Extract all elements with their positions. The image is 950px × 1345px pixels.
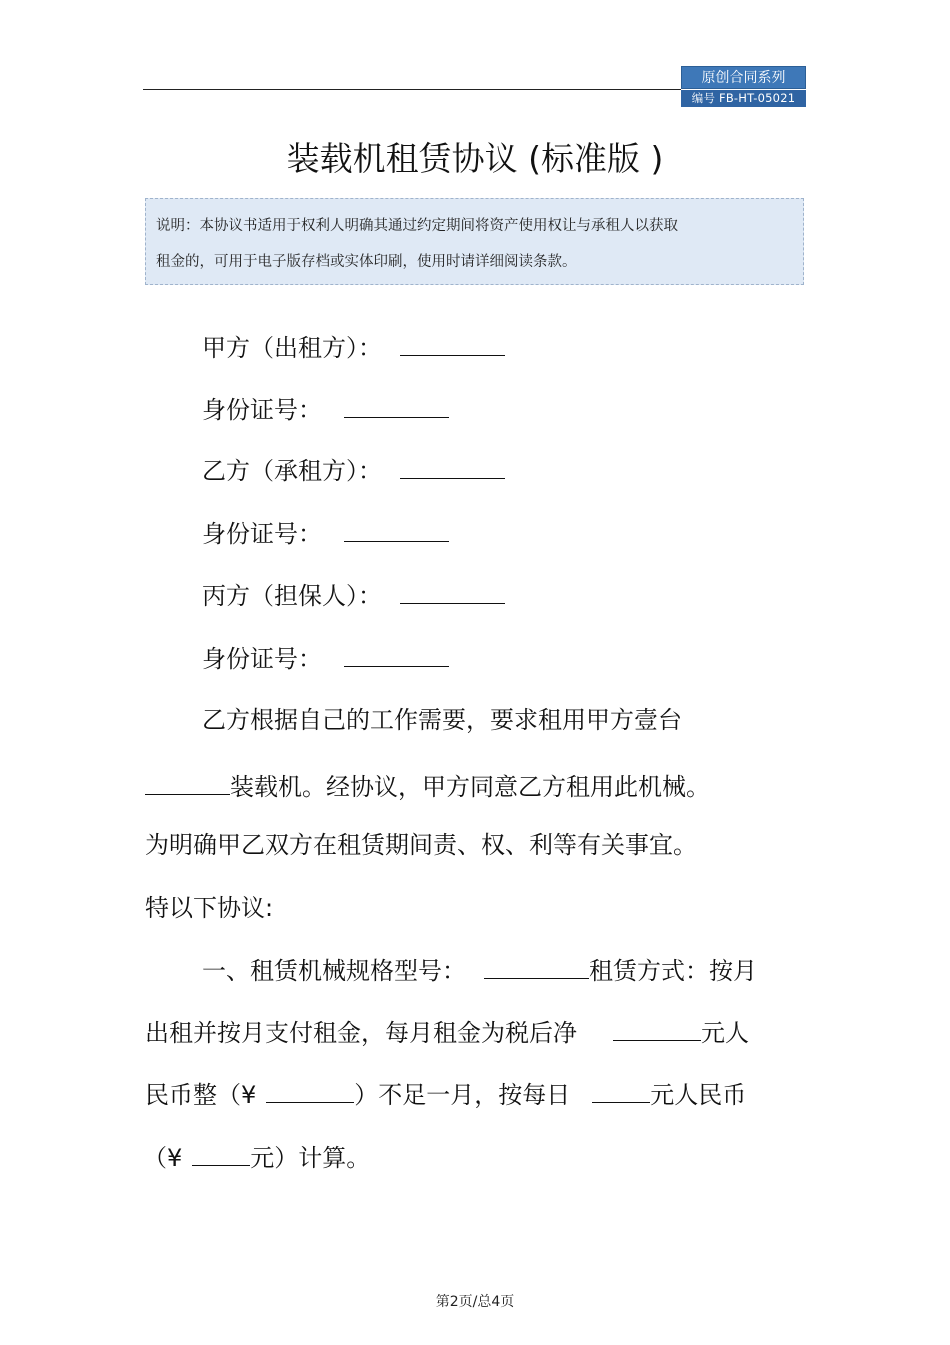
party-a-id-label: 身份证号： [202,396,322,424]
monthly-rent-figure-blank[interactable] [266,1080,354,1103]
paragraph-1-line-1: 乙方根据自己的工作需要，要求租用甲方壹台 [202,706,682,734]
paragraph-1-line-4: 特以下协议: [145,894,274,922]
party-c-label: 丙方（担保人）： [202,582,382,610]
party-a-id-blank[interactable] [344,395,449,418]
page-number: 第2页/总4页 [435,1294,515,1310]
party-a-label: 甲方（出租方）： [202,334,382,362]
party-b-id-blank[interactable] [344,519,449,542]
party-c-row [202,580,505,612]
clause-1-line-4 [143,1142,370,1174]
clause-1-calc-text: 元）计算。 [250,1144,371,1172]
party-c-blank[interactable] [400,581,505,604]
clause-1-line-3 [145,1079,746,1111]
clause-1-monthly-text: 出租并按月支付租金，每月租金为税后净 [145,1019,577,1047]
clause-1-line-1 [202,955,757,987]
machine-model-blank[interactable] [145,772,230,795]
paragraph-1-line-3: 为明确甲乙双方在租赁期间责、权、利等有关事宜。 [145,831,697,859]
explanation-line-1: 说明：本协议书适用于权利人明确其通过约定期间将资产使用权让与承租人以获取 [156,218,678,234]
explanation-line-2: 租金的，可用于电子版存档或实体印刷，使用时请详细阅读条款。 [156,254,577,270]
monthly-rent-blank[interactable] [613,1018,701,1041]
document-code-tag: 编号 FB-HT-05021 [681,90,806,107]
daily-rent-figure-blank[interactable] [192,1143,250,1166]
explanation-box [145,198,804,285]
clause-1-daily-text: ）不足一月，按每日 [354,1081,571,1109]
spec-model-blank[interactable] [484,956,589,979]
document-title: 装载机租赁协议 (标准版 ) [286,139,664,178]
party-c-id-blank[interactable] [344,644,449,667]
party-b-id-label: 身份证号： [202,520,322,548]
daily-rent-blank[interactable] [592,1080,650,1103]
clause-1-line-2 [145,1017,749,1049]
paragraph-1-line-2 [145,771,710,803]
party-a-row [202,332,505,364]
clause-1-yuan-text: 元人 [701,1019,749,1047]
party-b-id-row [202,518,449,550]
party-a-blank[interactable] [400,333,505,356]
clause-1-rmb-text: 民币整（¥ [145,1081,257,1109]
party-b-row [202,455,505,487]
header-rule [143,89,681,90]
party-c-id-row [202,643,449,675]
party-a-id-row [202,394,449,426]
clause-1-yen-open: （¥ [143,1144,183,1172]
clause-1-rmb-end: 元人民币 [650,1081,747,1109]
party-c-id-label: 身份证号： [202,645,322,673]
clause-1-spec-label: 一、租赁机械规格型号： [202,957,466,985]
party-b-blank[interactable] [400,456,505,479]
clause-1-lease-method: 租赁方式：按月 [589,957,757,985]
paragraph-1-line-2-text: 装载机。经协议，甲方同意乙方租用此机械。 [230,773,710,801]
party-b-label: 乙方（承租方）： [202,457,382,485]
series-tag: 原创合同系列 [681,66,806,89]
